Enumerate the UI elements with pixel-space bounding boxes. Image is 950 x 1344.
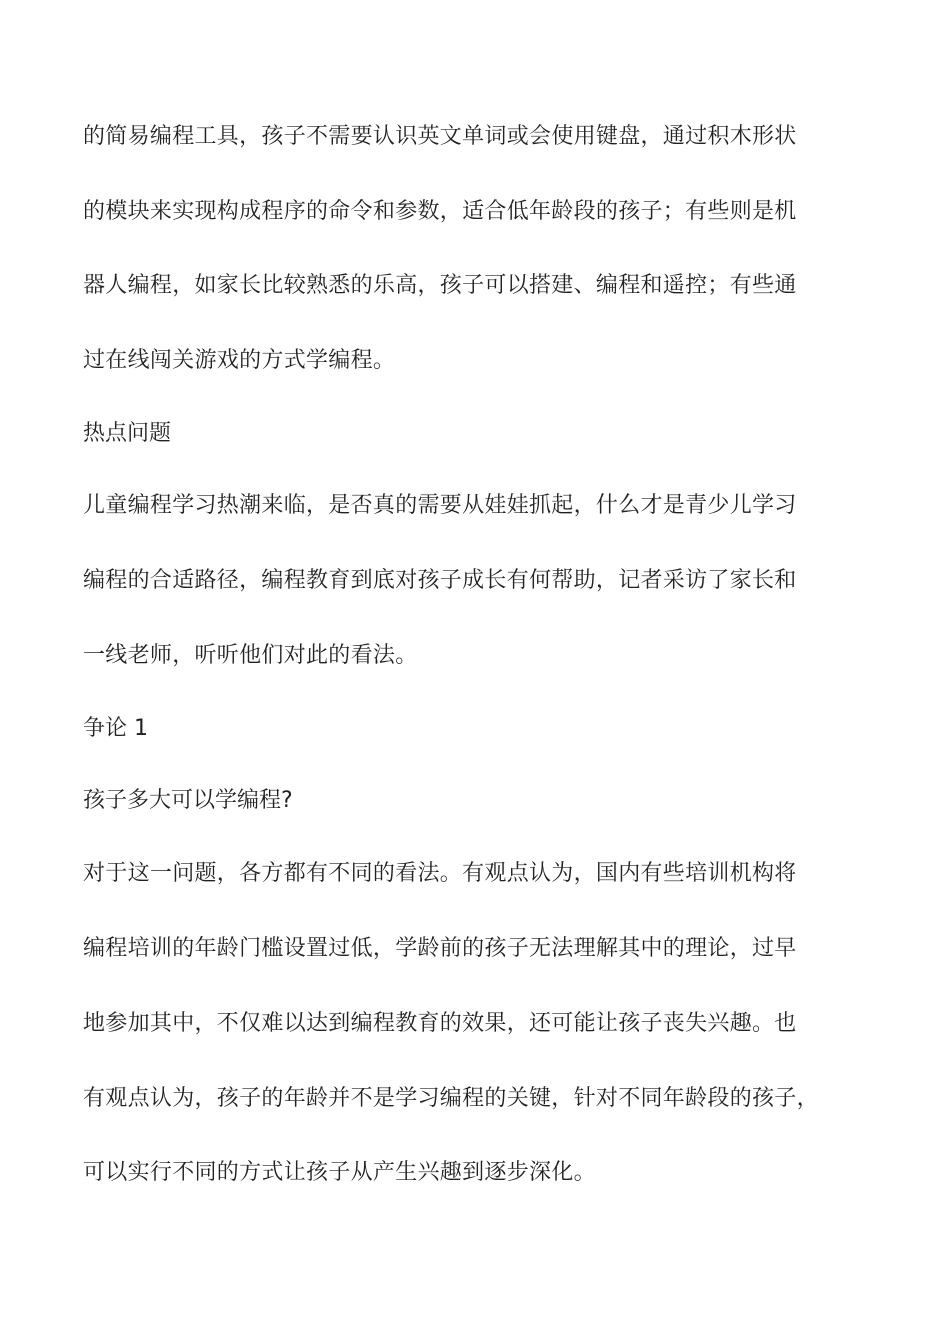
paragraph-line: 的模块来实现构成程序的命令和参数，适合低年龄段的孩子；有些则是机 (83, 199, 797, 224)
section-heading-debate-1: 争论 1 (83, 716, 148, 741)
paragraph-line: 过在线闯关游戏的方式学编程。 (83, 348, 396, 373)
paragraph-line: 对于这一问题，各方都有不同的看法。有观点认为，国内有些培训机构将 (83, 861, 797, 886)
paragraph-line: 的简易编程工具，孩子不需要认识英文单词或会使用键盘，通过积木形状 (83, 124, 797, 149)
paragraph-line: 器人编程，如家长比较熟悉的乐高，孩子可以搭建、编程和遥控；有些通 (83, 273, 797, 298)
paragraph-line: 儿童编程学习热潮来临，是否真的需要从娃娃抓起，什么才是青少儿学习 (83, 493, 797, 518)
section-question: 孩子多大可以学编程? (83, 788, 293, 813)
paragraph-line: 编程的合适路径，编程教育到底对孩子成长有何帮助，记者采访了家长和 (83, 568, 797, 593)
paragraph-line: 有观点认为，孩子的年龄并不是学习编程的关键，针对不同年龄段的孩子， (83, 1086, 819, 1111)
paragraph-line: 地参加其中，不仅难以达到编程教育的效果，还可能让孩子丧失兴趣。也 (83, 1011, 797, 1036)
paragraph-line: 一线老师，听听他们对此的看法。 (83, 643, 418, 668)
section-heading-hot-topics: 热点问题 (83, 421, 172, 446)
paragraph-line: 可以实行不同的方式让孩子从产生兴趣到逐步深化。 (83, 1160, 596, 1185)
paragraph-line: 编程培训的年龄门槛设置过低，学龄前的孩子无法理解其中的理论，过早 (83, 936, 797, 961)
